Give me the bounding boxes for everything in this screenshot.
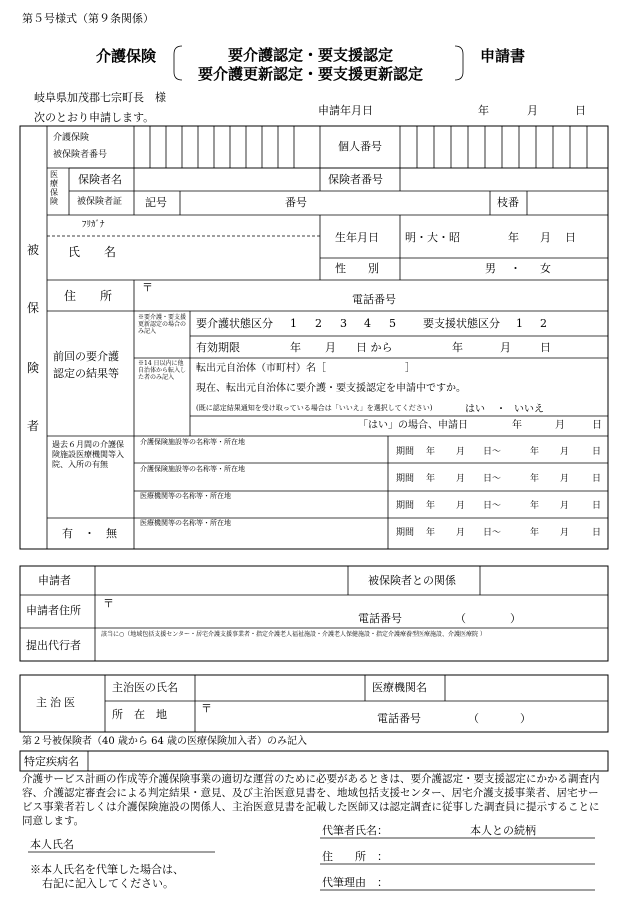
card-label: 被保険者証	[77, 197, 123, 207]
furigana-label: ﾌﾘｶﾞﾅ	[82, 220, 105, 230]
period-label-2: 期間	[396, 474, 415, 484]
answer-yes[interactable]: はい	[465, 404, 485, 415]
period-1-month: 月	[456, 447, 466, 457]
transfer-hint: (既に認定結果通知を受け取っている場合は「いいえ」を選択してください)	[196, 404, 433, 412]
doctor-phone-paren-open: （	[468, 712, 479, 725]
name-label: 氏 名	[68, 245, 117, 259]
period-2-month: 月	[456, 474, 466, 484]
branch-label: 枝番	[497, 196, 519, 209]
symbol-label: 記号	[145, 196, 167, 209]
consent-text: 介護サービス計画の作成等介護保険事業の適切な運営のために必要があるときは、要介護認定・要支援認定にかかる調査内容、介護認定審査会による判定結果・意見、及び主治医意見書を、地域包括支援センター、居宅介護支援事業者、居宅サービス事業者若しくは介護保険施設の関係人、主治医意見書を記載した医師又は認定調査に従事した調査員に提示することに同意します。	[22, 773, 600, 827]
address-postal: 〒	[142, 281, 153, 294]
transfer-note: ※14 日以内に他自治体から転入した者のみ記入	[138, 360, 187, 382]
period-1-year: 年	[426, 447, 436, 457]
period-2-to-month: 月	[560, 474, 570, 484]
insured-label: 介護保険	[53, 133, 90, 143]
sex-female[interactable]: 女	[540, 262, 551, 275]
facility-row-2-label: 介護保険施設等の名称等・所在地	[140, 465, 245, 473]
transfer-bracket-close: ］	[405, 363, 415, 374]
period-4-range: 日～	[483, 528, 502, 538]
yes-case-day: 日	[592, 420, 602, 431]
previous-label-2: 認定の結果等	[53, 367, 119, 380]
era-options[interactable]: 明・大・昭	[405, 231, 460, 244]
holder-no-label: 保険者番号	[328, 173, 383, 186]
period-label-4: 期間	[396, 528, 415, 538]
personal-no-label: 個人番号	[338, 140, 382, 153]
period-1-to-day: 日	[592, 447, 602, 457]
facility-row-3-label: 医療機関等の名称等・所在地	[140, 492, 231, 500]
doctor-name-label: 主治医の氏名	[112, 681, 178, 694]
doctor-phone-label: 電話番号	[377, 712, 421, 725]
period-3-month: 月	[456, 501, 466, 511]
side-label-1: 被	[27, 243, 40, 257]
previous-label-1: 前回の要介護	[53, 350, 119, 363]
agent-label: 提出代行者	[26, 639, 81, 652]
secondary-note: 第２号被保険者（40 歳から 64 歳の医療保険加入者）のみ記入	[22, 736, 307, 747]
title-left: 介護保険	[96, 47, 157, 65]
facility-row-1-label: 介護保険施設等の名称等・所在地	[140, 438, 245, 446]
facility-label: 過去６月間の介護保険施設医療機関等入院、入所の有無	[52, 440, 124, 469]
number-label: 番号	[285, 196, 307, 209]
period-4-year: 年	[426, 528, 436, 538]
period-label-1: 期間	[396, 447, 415, 457]
care-level-2[interactable]: 2	[315, 317, 322, 330]
period-4-to-month: 月	[560, 528, 570, 538]
proxy-reason-label: 代筆理由 ：	[322, 876, 388, 889]
period-2-range: 日～	[483, 474, 502, 484]
period-label-3: 期間	[396, 501, 415, 511]
period-2-year: 年	[426, 474, 436, 484]
period-3-year: 年	[426, 501, 436, 511]
proxy-name-label: 代筆者氏名：	[322, 824, 388, 837]
apply-date-day[interactable]: 日	[575, 104, 586, 117]
valid-from: 日 から	[356, 341, 393, 354]
facility-presence[interactable]: 有 ・ 無	[62, 527, 117, 540]
yes-case-month: 月	[555, 420, 565, 431]
period-4-to-year: 年	[530, 528, 540, 538]
period-1-range: 日～	[483, 447, 502, 457]
applicant-phone-paren-close: ）	[510, 612, 521, 625]
form-number: 第５号様式（第９条関係）	[22, 12, 154, 25]
valid-to-day: 日	[540, 341, 551, 354]
sex-separator: ・	[510, 262, 521, 275]
period-2-to-year: 年	[530, 474, 540, 484]
birth-month: 月	[540, 231, 551, 244]
applicant-address-label: 申請者住所	[26, 604, 81, 617]
sex-label: 性 別	[335, 262, 379, 275]
period-3-range: 日～	[483, 501, 502, 511]
proxy-note-line1: ※本人氏名を代筆した場合は、	[30, 863, 184, 876]
renewal-note: ※要介護・要支援更新認定の場合のみ記入	[138, 314, 187, 336]
yes-case-label: 「はい」の場合、申請日	[358, 420, 468, 431]
care-level-4[interactable]: 4	[364, 317, 371, 330]
addressee: 岐阜県加茂郡七宗町長 様	[34, 91, 166, 104]
period-2-to-day: 日	[592, 474, 602, 484]
transfer-label: 転出元自治体（市町村）名［	[196, 363, 326, 374]
side-label-2: 保	[27, 301, 40, 315]
period-3-to-month: 月	[560, 501, 570, 511]
valid-label: 有効期限	[196, 341, 240, 354]
valid-month: 月	[325, 341, 336, 354]
location-label: 所 在 地	[112, 708, 167, 721]
birth-label: 生年月日	[335, 231, 379, 244]
insured-no-label: 被保険者番号	[53, 150, 108, 160]
period-4-month: 月	[456, 528, 466, 538]
applicant-label: 申請者	[38, 574, 71, 587]
applicant-phone-label: 電話番号	[358, 612, 402, 625]
self-name-label: 本人氏名	[30, 838, 74, 851]
applicant-phone-paren-open: （	[455, 612, 466, 625]
valid-to-month: 月	[500, 341, 511, 354]
sex-male[interactable]: 男	[485, 262, 496, 275]
answer-separator: ・	[496, 404, 506, 415]
apply-date-month[interactable]: 月	[527, 104, 538, 117]
title-line2: 要介護更新認定・要支援更新認定	[198, 65, 424, 83]
title-right: 申請書	[480, 47, 526, 65]
care-level-3[interactable]: 3	[340, 317, 347, 330]
medical-label: 医療保険	[50, 170, 58, 206]
proxy-relation-label: 本人との続柄	[470, 824, 536, 837]
doctor-phone-paren-close: ）	[520, 712, 531, 725]
relation-label: 被保険者との関係	[368, 574, 456, 587]
support-level-2[interactable]: 2	[540, 317, 547, 330]
valid-year: 年	[290, 341, 301, 354]
agent-options[interactable]: 該当に○（地域包括支援センター・居宅介護支援事業者・指定介護老人福祉施設・介護老人保健施設・指定介護療養型医療施設、介護医療院 ）	[101, 631, 486, 638]
yes-case-year: 年	[512, 420, 522, 431]
intro-text: 次のとおり申請します。	[34, 111, 155, 124]
address-label: 住 所	[64, 289, 113, 303]
transfer-question: 現在、転出元自治体に要介護・要支援認定を申請中ですか。	[196, 383, 466, 394]
holder-name-label: 保険者名	[78, 173, 122, 186]
period-3-to-day: 日	[592, 501, 602, 511]
support-level-1[interactable]: 1	[516, 317, 523, 330]
proxy-note-line2: 右記に記入してください。	[42, 877, 174, 890]
doctor-postal: 〒	[201, 702, 212, 715]
care-level-label: 要介護状態区分	[196, 317, 273, 330]
period-1-to-month: 月	[560, 447, 570, 457]
period-3-to-year: 年	[530, 501, 540, 511]
institution-label: 医療機関名	[372, 681, 427, 694]
period-4-to-day: 日	[592, 528, 602, 538]
phone-label: 電話番号	[352, 293, 396, 306]
answer-no[interactable]: いいえ	[514, 404, 544, 415]
period-1-to-year: 年	[530, 447, 540, 457]
doctor-label: 主治医	[36, 696, 78, 709]
valid-to-year: 年	[452, 341, 463, 354]
birth-day: 日	[565, 231, 576, 244]
apply-date-year[interactable]: 年	[478, 104, 489, 117]
support-level-label: 要支援状態区分	[423, 317, 500, 330]
facility-row-4-label: 医療機関等の名称等・所在地	[140, 519, 231, 527]
disease-label: 特定疾病名	[24, 755, 79, 768]
side-label-3: 険	[27, 361, 40, 375]
proxy-address-label: 住 所 ：	[322, 850, 388, 863]
birth-year: 年	[508, 231, 519, 244]
title-line1: 要介護認定・要支援認定	[228, 46, 394, 64]
applicant-postal: 〒	[103, 597, 114, 610]
apply-date-label: 申請年月日	[318, 104, 373, 117]
care-level-5[interactable]: 5	[389, 317, 396, 330]
side-label-4: 者	[27, 419, 40, 433]
care-level-1[interactable]: 1	[290, 317, 297, 330]
